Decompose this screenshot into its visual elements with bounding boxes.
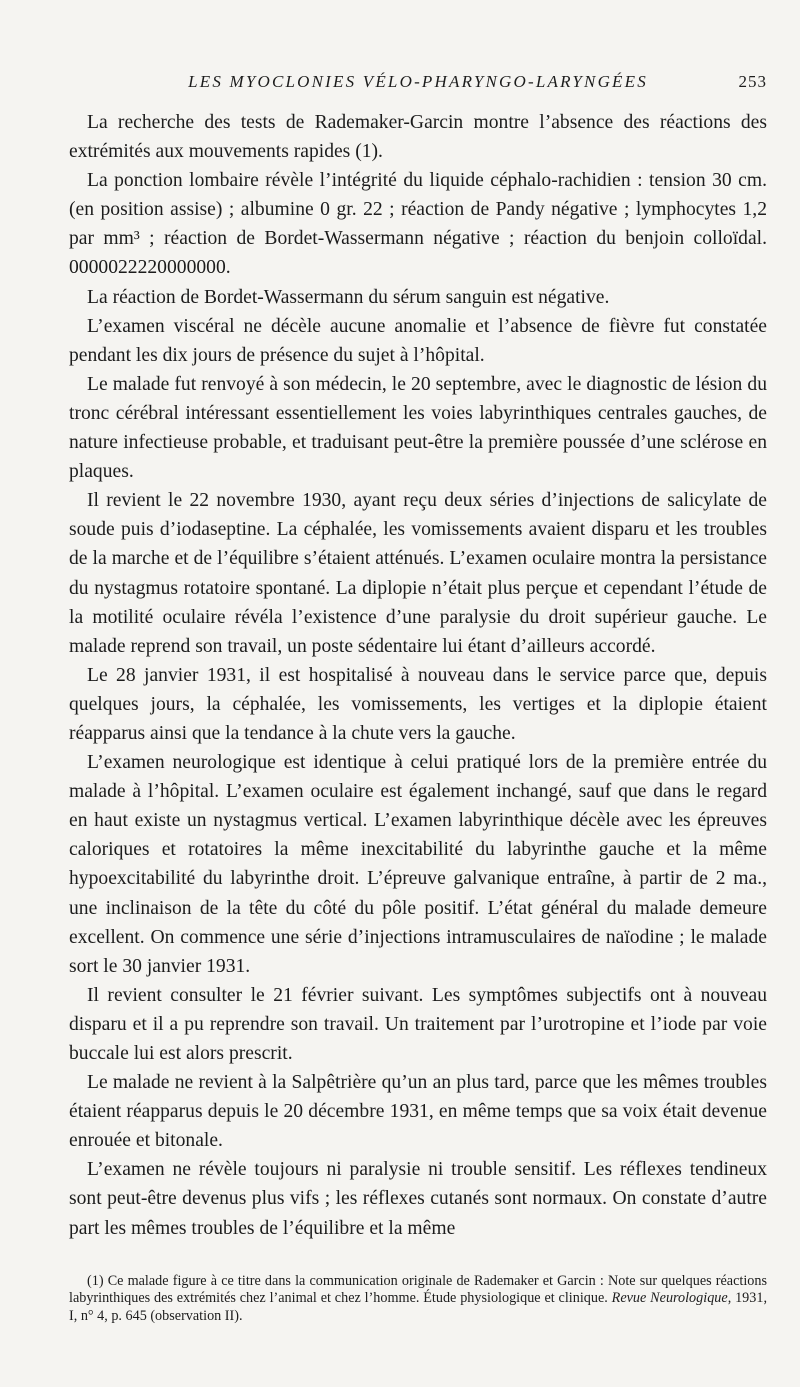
paragraph-january-hospitalization: Le 28 janvier 1931, il est hospitalisé à nouveau dans le service parce que, depuis quelques jours, la céphalée, les vomissements, les vertiges et la diplopie étaient réapparus ainsi que la tendance à la chute vers la gauche.: [69, 664, 767, 744]
paragraph-november-return: Il revient le 22 novembre 1930, ayant reçu deux séries d’injections de salicylate de soude puis d’iodaseptine. La céphalée, les vomissements avaient disparu et les troubles de la marche et de l’équilibre s’étaient atténués. L’examen oculaire montra la persistance du nystagmus rotatoire spontané. La diplopie n’était plus perçue et cependant l’étude de la motilité oculaire révéla l’existence d’une paralysie du droit supérieur gauche. Le malade reprend son travail, un poste sédentaire lui étant d’ailleurs accordé.: [69, 490, 767, 657]
paragraph-visceral-exam: L’examen viscéral ne décèle aucune anomalie et l’absence de fièvre fut constatée pendant les dix jours de présence du sujet à l’hôpital.: [69, 315, 767, 366]
body-text: [69, 108, 767, 1243]
paragraph-february-consult: Il revient consulter le 21 février suivant. Les symptômes subjectifs ont à nouveau disparu et il a pu reprendre son travail. Un traitement par l’urotropine et l’iode par voie buccale lui est alors prescrit.: [69, 984, 767, 1064]
footnotes: [69, 1273, 767, 1326]
page-number: 253: [738, 72, 767, 91]
footnote-reference: , 1931, I, n° 4, p. 645 (observation II).: [69, 1290, 768, 1325]
paragraph-diagnosis: Le malade fut renvoyé à son médecin, le 20 septembre, avec le diagnostic de lésion du tronc cérébral intéressant essentiellement les voies labyrinthiques centrales gauches, de nature infectieuse probable, et traduisant peut-être la première poussée d’une sclérose en plaques.: [69, 373, 767, 483]
running-title: LES MYOCLONIES VÉLO-PHARYNGO-LARYNGÉES: [188, 72, 648, 91]
footnote-1: [69, 1273, 767, 1326]
page-header: [69, 72, 767, 100]
paragraph-rademaker-tests: La recherche des tests de Rademaker-Garcin montre l’absence des réactions des extrémités aux mouvements rapides (1).: [69, 112, 767, 163]
paragraph-serum-reaction: La réaction de Bordet-Wassermann du sérum sanguin est négative.: [87, 286, 610, 308]
footnote-journal-title: Revue Neurologique: [611, 1290, 728, 1307]
paragraph-lumbar-puncture: La ponction lombaire révèle l’intégrité du liquide céphalo-rachidien : tension 30 cm. (en position assise) ; albumine 0 gr. 22 ; réaction de Pandy négative ; lymphocytes 1,2 par mm³ ; réaction de Bordet-Wassermann négative ; réaction du benjoin colloïdal. 0000022220000000.: [69, 170, 767, 279]
footnote-text: (1) Ce malade figure à ce titre dans la communication originale de Rademaker et Garcin : Note sur quelques réactions labyrinthiques des extrémités chez l’animal et chez l’homme. Étude physiologique et clinique.: [69, 1272, 767, 1307]
paragraph-salpetriere-return: Le malade ne revient à la Salpêtrière qu’un an plus tard, parce que les mêmes troubles étaient réapparus depuis le 20 décembre 1931, en même temps que sa voix était devenue enrouée et bitonale.: [69, 1072, 767, 1152]
paragraph-neurological-exam: L’examen neurologique est identique à celui pratiqué lors de la première entrée du malade à l’hôpital. L’examen oculaire est également inchangé, sauf que dans le regard en haut existe un nystagmus vertical. L’examen labyrinthique décèle avec les épreuves caloriques et rotatoires la même inexcitabilité du labyrinthe gauche et la même hypoexcitabilité du labyrinthe droit. L’épreuve galvanique entraîne, à partir de 2 ma., une inclinaison de la tête du côté du pôle positif. L’état général du malade demeure excellent. On commence une série d’injections intramusculaires de naïodine ; le malade sort le 30 janvier 1931.: [69, 752, 767, 977]
paragraph-examination-findings: L’examen ne révèle toujours ni paralysie ni trouble sensitif. Les réflexes tendineux sont peut-être devenus plus vifs ; les réflexes cutanés sont normaux. On constate d’autre part les mêmes troubles de l’équilibre et la même: [69, 1159, 767, 1239]
